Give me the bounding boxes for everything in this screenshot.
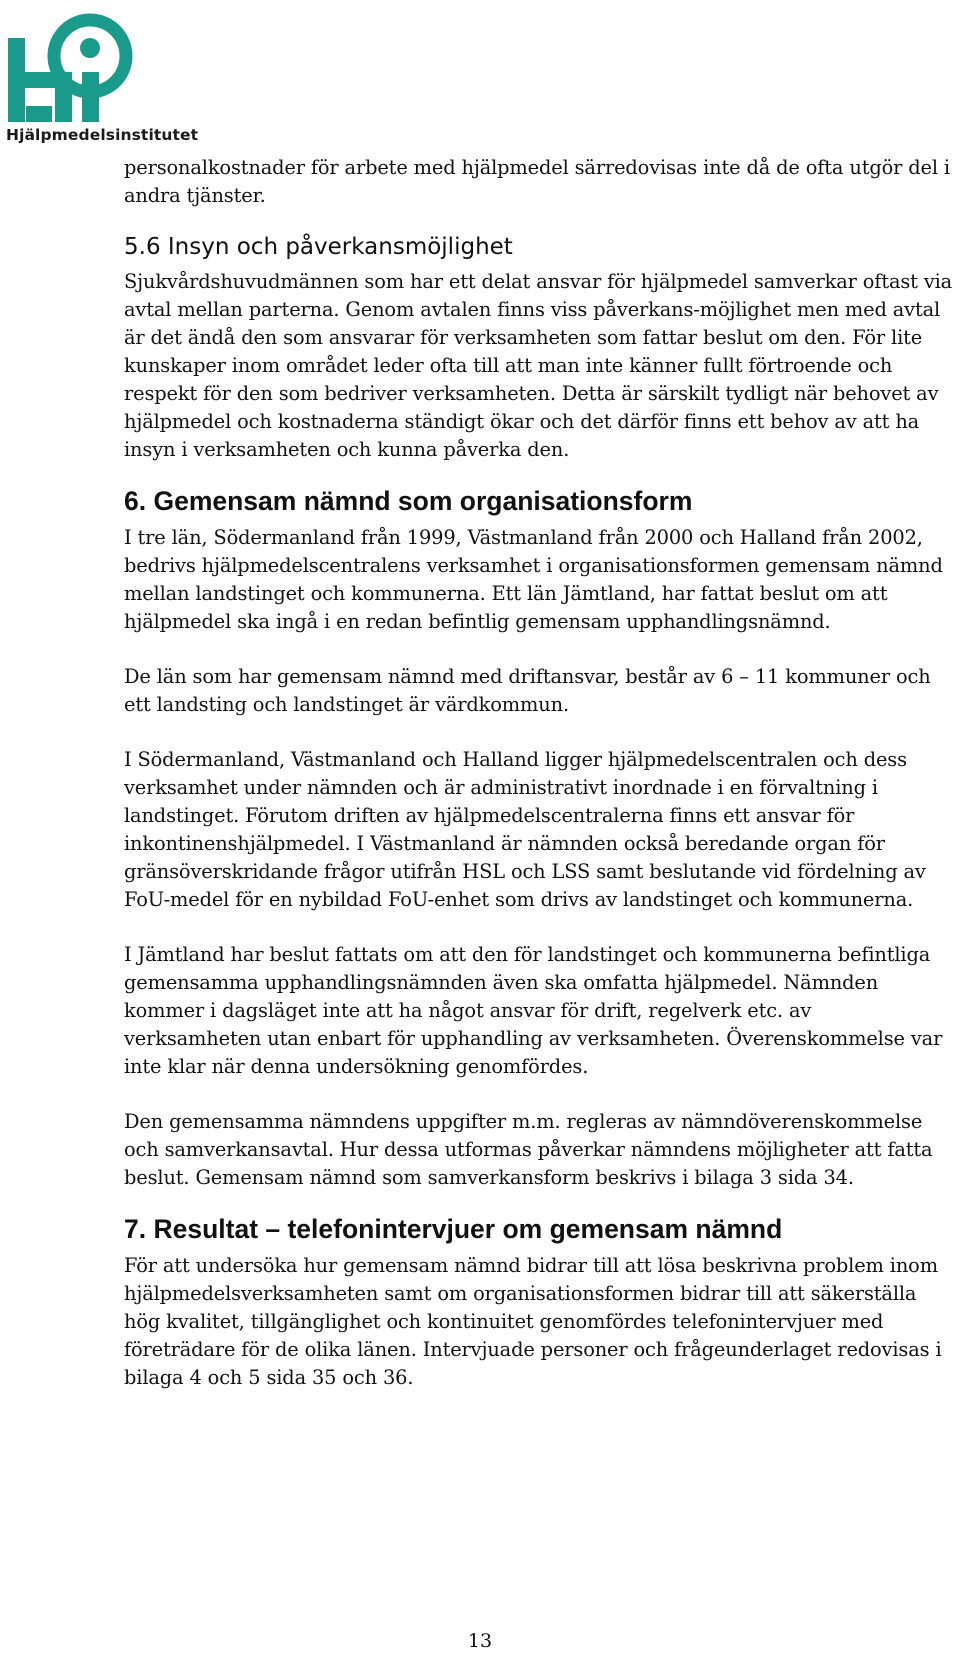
section-6-paragraph-4: I Jämtland har beslut fattats om att den för landstinget och kommunerna befintliga gemensamma upphandlingsnämnden även ska omfatta hjälpmedel. Nämnden kommer i dagsläget inte att ha något ansvar för drift, regelverk etc. av verksamheten utan enbart för upphandling av verksamheten. Överenskommelse var inte klar när denna undersökning genomfördes.: [124, 943, 943, 1078]
intro-paragraph: personalkostnader för arbete med hjälpmedel särredovisas inte då de ofta utgör del i andra tjänster.: [124, 156, 950, 207]
section-7-heading: 7. Resultat – telefonintervjuer om gemensam nämnd: [124, 1214, 783, 1244]
page-number: 13: [467, 1630, 493, 1652]
section-5-6-paragraph: Sjukvårdshuvudmännen som har ett delat ansvar för hjälpmedel samverkar oftast via avtal mellan parterna. Genom avtalen finns viss påverkans-möjlighet men med avtal är det ändå den som ansvarar för verksamheten som fattar beslut om den. För lite kunskaper inom området leder ofta till att man inte känner fullt förtroende och respekt för den som bedriver verksamheten. Detta är särskilt tydligt när behovet av hjälpmedel och kostnaderna ständigt ökar och det därför finns ett behov av att ha insyn i verksamheten och kunna påverka den.: [124, 270, 953, 461]
section-6-paragraph-5: Den gemensamma nämndens uppgifter m.m. regleras av nämndöverenskommelse och samverkansavtal. Hur dessa utformas påverkar nämndens möjligheter att fatta beslut. Gemensam nämnd som samverkansform beskrivs i bilaga 3 sida 34.: [124, 1110, 933, 1189]
section-5-6-heading: 5.6 Insyn och påverkansmöjlighet: [124, 234, 513, 260]
logo-text: Hjälpmedelsinstitutet: [6, 126, 199, 144]
section-6-paragraph-2: De län som har gemensam nämnd med driftansvar, består av 6 – 11 kommuner och ett landsting och landstinget är värdkommun.: [124, 665, 931, 716]
section-7-paragraph: För att undersöka hur gemensam nämnd bidrar till att lösa beskrivna problem inom hjälpmedelsverksamheten samt om organisationsformen bidrar till att säkerställa hög kvalitet, tillgänglighet och kontinuitet genomfördes telefonintervjuer med företrädare för de olika länen. Intervjuade personer och frågeunderlaget redovisas i bilaga 4 och 5 sida 35 och 36.: [124, 1254, 942, 1389]
section-6-paragraph-1: I tre län, Södermanland från 1999, Västmanland från 2000 och Halland från 2002, bedrivs hjälpmedelscentralens verksamhet i organisationsformen gemensam nämnd mellan landstinget och kommunerna. Ett län Jämtland, har fattat beslut om att hjälpmedel ska ingå i en redan befintlig gemensam upphandlingsnämnd.: [124, 526, 943, 633]
section-6-heading: 6. Gemensam nämnd som organisationsform: [124, 486, 693, 516]
section-6-paragraph-3: I Södermanland, Västmanland och Halland ligger hjälpmedelscentralen och dess verksamhet under nämnden och är administrativt inordnade i en förvaltning i landstinget. Förutom driften av hjälpmedelscentralerna finns ett ansvar för inkontinenshjälpmedel. I Västmanland är nämnden också beredande organ för gränsöverskridande frågor utifrån HSL och LSS samt beslutande vid fördelning av FoU-medel för en nybildad FoU-enhet som drivs av landstinget och kommunerna.: [124, 748, 926, 911]
document-body: [124, 154, 954, 1392]
